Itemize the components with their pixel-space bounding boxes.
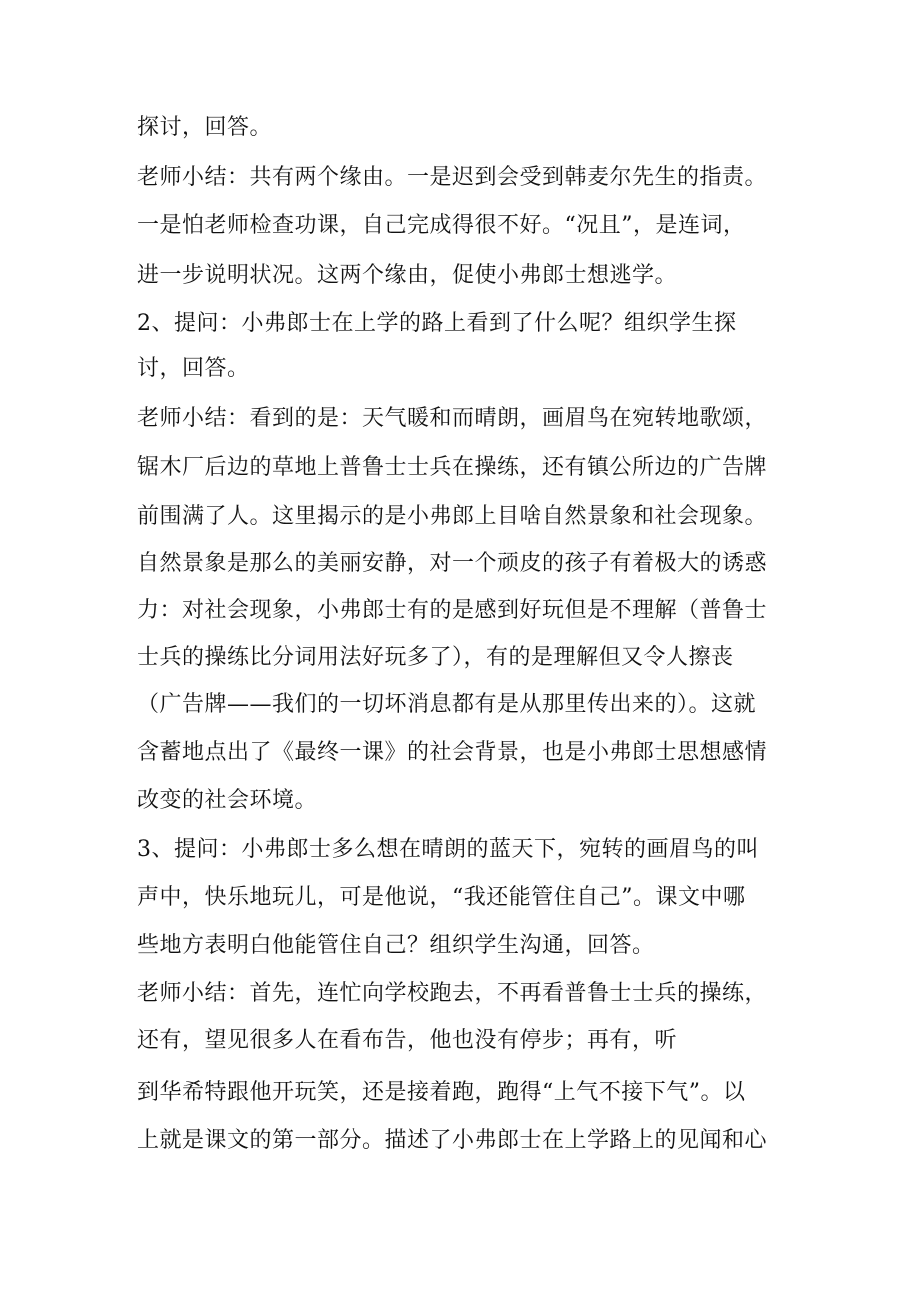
text-line: 老师小结：共有两个缘由。一是迟到会受到韩麦尔先生的指责。 — [137, 165, 768, 190]
text-line: 士兵的操练比分词用法好玩多了），有的是理解但又令人擦丧 — [137, 645, 734, 670]
text-line: 讨，回答。 — [137, 356, 250, 381]
text-line: （广告牌——我们的一切坏消息都有是从那里传出来的）。这就 — [137, 692, 757, 717]
text-line: 老师小结：看到的是：天气暖和而晴朗，画眉鸟在宛转地歌颂， — [137, 406, 768, 431]
text-line: 些地方表明白他能管住自己？组织学生沟通，回答。 — [137, 933, 655, 958]
text-line: 2、提问：小弗郎士在上学的路上看到了什么呢？组织学生探 — [137, 311, 737, 336]
text-line: 含蓄地点出了《最终一课》的社会背景，也是小弗郎士思想感情 — [137, 740, 768, 765]
text-line: 前围满了人。这里揭示的是小弗郎上目啥自然景象和社会现象。 — [137, 504, 768, 529]
text-line: 改变的社会环境。 — [137, 788, 318, 813]
text-line: 自然景象是那么的美丽安静，对一个顽皮的孩子有着极大的诱惑 — [137, 551, 768, 576]
text-line: 力：对社会现象，小弗郎士有的是感到好玩但是不理解（普鲁士 — [137, 598, 768, 623]
text-line: 一是怕老师检查功课，自己完成得很不好。“况且”，是连词， — [137, 213, 746, 238]
text-line: 3、提问：小弗郎士多么想在晴朗的蓝天下，宛转的画眉鸟的叫 — [137, 837, 759, 862]
text-line: 声中，快乐地玩儿，可是他说，“我还能管住自己”。课文中哪 — [137, 885, 746, 910]
text-line: 还有，望见很多人在看布告，他也没有停步；再有，听 — [137, 1028, 678, 1053]
text-line: 锯木厂后边的草地上普鲁士士兵在操练，还有镇公所边的广告牌 — [137, 455, 768, 480]
text-line: 探讨，回答。 — [137, 115, 273, 140]
text-line: 到华希特跟他开玩笑，还是接着跑，跑得“上气不接下气”。以 — [137, 1080, 746, 1105]
text-line: 老师小结：首先，连忙向学校跑去，不再看普鲁士士兵的操练， — [137, 981, 768, 1006]
text-line: 进一步说明状况。这两个缘由，促使小弗郎士想逃学。 — [137, 263, 678, 288]
text-line: 上就是课文的第一部分。描述了小弗郎士在上学路上的见闻和心 — [137, 1128, 768, 1153]
